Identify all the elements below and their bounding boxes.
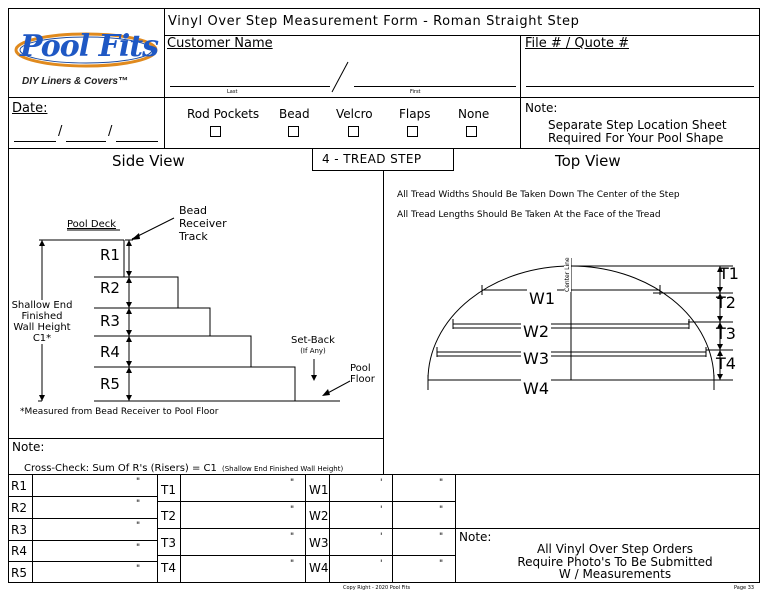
tread-entry-cells[interactable] <box>181 475 304 582</box>
bead-receiver-label <box>179 204 227 243</box>
table-row-label-t2: T2 <box>161 509 176 523</box>
velcro-checkbox[interactable] <box>348 126 359 137</box>
setback-label <box>288 335 338 357</box>
pool-floor-label <box>350 363 375 385</box>
width-entry-cells[interactable] <box>330 475 454 582</box>
photo-note-line: W / Measurements <box>558 567 672 581</box>
name-slash <box>328 60 352 94</box>
tread-label-t1: T1 <box>719 264 739 283</box>
none-checkbox[interactable] <box>466 126 477 137</box>
table-row-label-r5: R5 <box>11 566 27 580</box>
foot-mark: ' <box>380 532 383 542</box>
foot-mark: ' <box>380 559 383 569</box>
measurement-footnote: *Measured from Bead Receiver to Pool Floor <box>20 407 219 417</box>
divider <box>455 528 760 529</box>
inch-mark: " <box>439 559 444 569</box>
wall-height-label <box>10 300 74 344</box>
riser-label-r4: R4 <box>100 343 120 361</box>
date-month-line[interactable] <box>14 141 56 142</box>
cross-check-text <box>24 456 343 475</box>
bead-receiver-line: Receiver <box>179 217 227 230</box>
date-separator: / <box>58 124 63 139</box>
bead-receiver-line: Track <box>179 230 208 243</box>
riser-label-r3: R3 <box>100 312 120 330</box>
inch-mark: " <box>136 564 141 574</box>
last-label: Last <box>227 89 238 95</box>
table-divider <box>455 474 456 583</box>
bead-checkbox[interactable] <box>288 126 299 137</box>
first-name-line[interactable] <box>354 86 516 87</box>
pool-floor-line: Floor <box>350 374 375 385</box>
pool-floor-line: Pool <box>350 363 371 374</box>
customer-name-label: Customer Name <box>167 36 273 51</box>
table-row-label-t4: T4 <box>161 561 176 575</box>
table-row-label-w3: W3 <box>309 536 329 550</box>
last-name-line[interactable] <box>170 86 330 87</box>
tread-label-t2: T2 <box>716 293 736 312</box>
riser-entry-cells[interactable] <box>33 475 156 582</box>
pool-fits-logo <box>14 14 158 94</box>
option-label-velcro: Velcro <box>336 107 373 121</box>
top-view-instruction: All Tread Widths Should Be Taken Down The Center of the Step <box>397 190 680 200</box>
file-quote-line[interactable] <box>526 86 754 87</box>
form-title: Vinyl Over Step Measurement Form - Roman Straight Step <box>168 14 580 29</box>
date-day-line[interactable] <box>66 141 106 142</box>
riser-label-r5: R5 <box>100 375 120 393</box>
foot-mark: ' <box>380 478 383 488</box>
divider <box>164 8 165 148</box>
foot-mark: ' <box>380 505 383 515</box>
pool-deck-label: Pool Deck <box>67 219 117 230</box>
wall-height-line: C1* <box>32 333 52 344</box>
table-row-label-w1: W1 <box>309 483 329 497</box>
inch-mark: " <box>290 505 295 515</box>
table-row-label-r3: R3 <box>11 523 27 537</box>
width-label-w1: W1 <box>529 289 555 308</box>
side-view-title: Side View <box>112 152 185 170</box>
width-label-w3: W3 <box>523 349 549 368</box>
top-view-instruction: All Tread Lengths Should Be Taken At the Face of the Tread <box>397 210 661 220</box>
inch-mark: " <box>439 505 444 515</box>
location-note-line: Required For Your Pool Shape <box>548 131 724 145</box>
bead-receiver-line: Bead <box>179 204 208 217</box>
logo-wordmark: Pool Fits <box>20 29 159 64</box>
divider <box>8 97 760 98</box>
page-number: Page 33 <box>734 585 755 591</box>
inch-mark: " <box>439 478 444 488</box>
cross-check-main: Cross-Check: Sum Of R's (Risers) = C1 <box>24 463 217 474</box>
copyright: Copy Right - 2020 Pool Fits <box>343 585 411 591</box>
tread-label-t3: T3 <box>716 324 736 343</box>
inch-mark: " <box>290 559 295 569</box>
flaps-checkbox[interactable] <box>407 126 418 137</box>
wall-height-line: Finished <box>21 311 63 322</box>
table-row-label-w2: W2 <box>309 509 329 523</box>
inch-mark: " <box>290 478 295 488</box>
date-label: Date: <box>12 101 48 116</box>
option-label-rod-pockets: Rod Pockets <box>187 107 260 121</box>
table-row-label-r2: R2 <box>11 501 27 515</box>
option-label-flaps: Flaps <box>399 107 431 121</box>
table-row-label-r4: R4 <box>11 544 27 558</box>
cross-check-note-label: Note: <box>12 440 45 454</box>
width-label-w2: W2 <box>523 322 549 341</box>
table-row-label-r1: R1 <box>11 479 27 493</box>
cross-check-small: (Shallow End Finished Wall Height) <box>221 465 344 473</box>
tread-label-t4: T4 <box>716 354 736 373</box>
divider <box>520 35 521 148</box>
center-line-label: Center Line <box>564 257 571 292</box>
option-label-bead: Bead <box>279 107 310 121</box>
photo-note-label: Note: <box>459 530 492 544</box>
option-label-none: None <box>458 107 490 121</box>
top-view-title: Top View <box>555 152 621 170</box>
date-separator: / <box>108 124 113 139</box>
inch-mark: " <box>136 543 141 553</box>
table-row-label-t3: T3 <box>161 536 176 550</box>
first-label: First <box>410 89 421 95</box>
tread-step-label: 4 - TREAD STEP <box>322 152 422 166</box>
date-year-line[interactable] <box>116 141 158 142</box>
rod-pockets-checkbox[interactable] <box>210 126 221 137</box>
setback-line: (If Any) <box>300 347 326 355</box>
location-note-label: Note: <box>525 101 558 115</box>
inch-mark: " <box>136 499 141 509</box>
width-label-w4: W4 <box>523 379 549 398</box>
wall-height-line: Shallow End <box>11 300 73 311</box>
inch-mark: " <box>439 532 444 542</box>
photo-note-line: All Vinyl Over Step Orders <box>537 542 693 556</box>
logo-tagline: DIY Liners & Covers™ <box>22 76 128 87</box>
top-view-diagram <box>383 148 760 474</box>
photo-note-line: Require Photo's To Be Submitted <box>517 554 713 569</box>
location-note-line: Separate Step Location Sheet <box>548 118 727 132</box>
photo-note-text <box>475 543 755 581</box>
setback-line: Set-Back <box>291 335 335 346</box>
inch-mark: " <box>136 477 141 487</box>
riser-label-r1: R1 <box>100 246 120 264</box>
inch-mark: " <box>136 521 141 531</box>
inch-mark: " <box>290 532 295 542</box>
divider <box>8 438 383 439</box>
table-row-label-w4: W4 <box>309 561 329 575</box>
riser-label-r2: R2 <box>100 279 120 297</box>
table-row-label-t1: T1 <box>161 483 176 497</box>
wall-height-line: Wall Height <box>13 322 71 333</box>
file-quote-label: File # / Quote # <box>525 36 629 51</box>
